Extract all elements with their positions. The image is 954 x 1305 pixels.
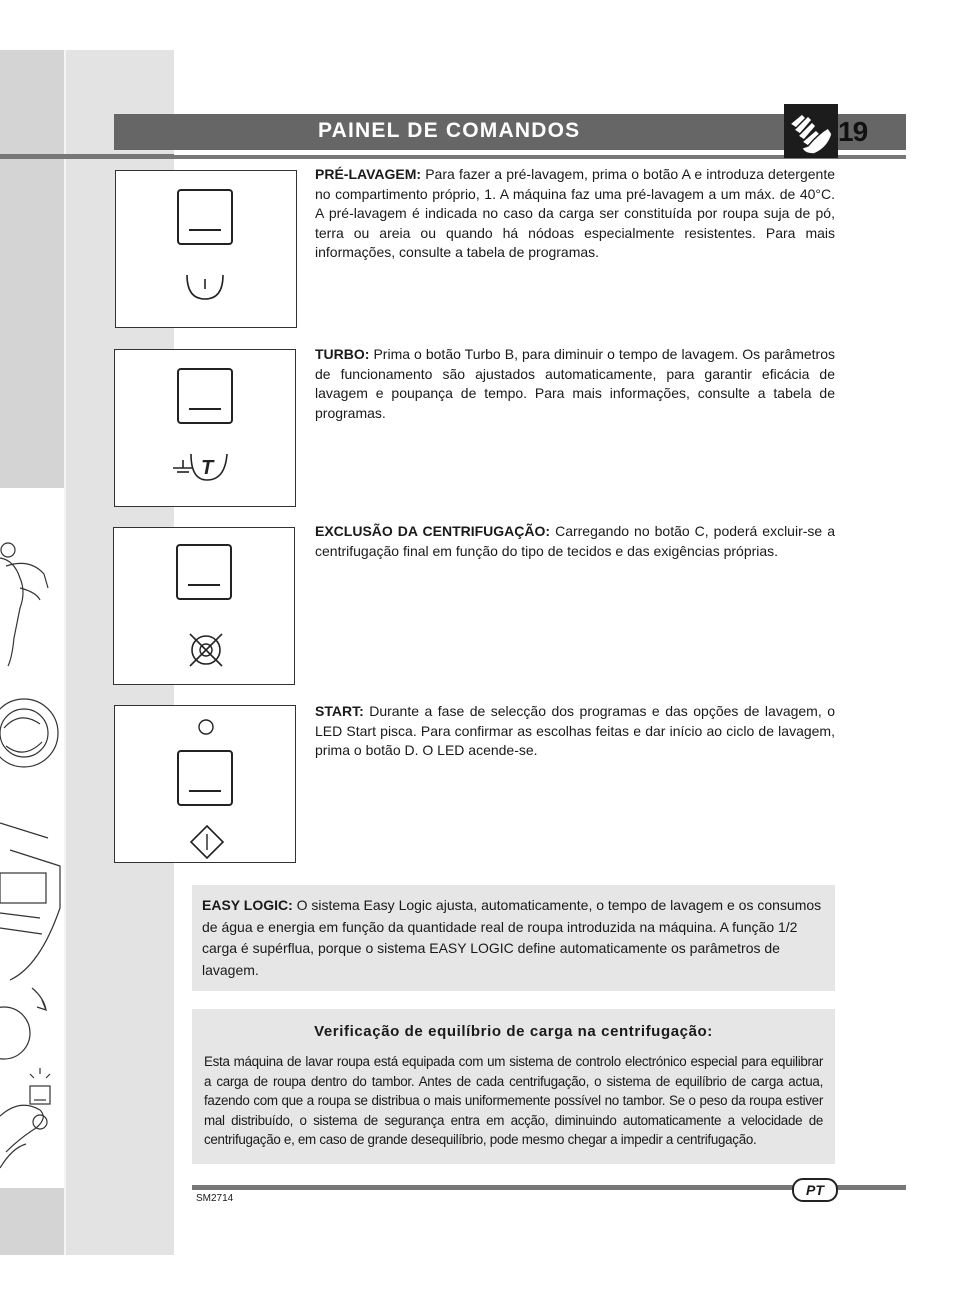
start-description bbox=[315, 702, 835, 761]
load-balance-text: Esta máquina de lavar roupa está equipada com um sistema de controlo electrónico especial para equilibrar a carga de roupa dentro do tambor. Antes de cada centrifugação, o sistema de equilíbrio de carga actua, fazendo com que a roupa se distribua o mais uniformemente possível no tambor. Se o peso da roupa estiver mal distribuído, o sistema de segurança entra em acção, diminuindo automaticamente a velocidade de centrifugação e, em caso de grande desequilíbrio, pode mesmo chegar a impedir a centrifugação. bbox=[204, 1054, 823, 1148]
no-spin-text: Carregando no botão C, poderá excluir-se a centrifugação final em função do tipo de tecidos e das exigências próprias. bbox=[315, 523, 835, 559]
page-title: PAINEL DE COMANDOS bbox=[318, 119, 581, 142]
start-label: START: bbox=[315, 703, 364, 719]
start-text: Durante a fase de selecção dos programas e das opções de lavagem, o LED Start pisca. Para confirmar as escolhas feitas e dar início ao ciclo de lavagem, prima o botão D. O LED acende-se. bbox=[315, 703, 835, 758]
prewash-icon bbox=[182, 271, 228, 305]
no-spin-icon bbox=[186, 630, 226, 670]
load-balance-box bbox=[192, 1009, 835, 1164]
easy-logic-label: EASY LOGIC: bbox=[202, 897, 293, 913]
turbo-description bbox=[315, 345, 835, 423]
turbo-button[interactable] bbox=[177, 368, 233, 424]
page-number: 19 bbox=[838, 116, 868, 147]
header-rule bbox=[0, 155, 906, 159]
svg-text:T: T bbox=[201, 457, 214, 479]
side-illustrations bbox=[0, 488, 64, 1188]
no-spin-label: EXCLUSÃO DA CENTRIFUGAÇÃO: bbox=[315, 523, 551, 539]
easy-logic-text: O sistema Easy Logic ajusta, automaticamente, o tempo de lavagem e os consumos de água e energia em função da quantidade real de roupa introduzida na máquina. A função 1/2 carga é supérflua, porque o sistema EASY LOGIC define automaticamente os parâmetros de lavagem. bbox=[202, 897, 822, 978]
start-icon bbox=[187, 824, 227, 860]
language-badge: PT bbox=[792, 1178, 838, 1202]
turbo-label: TURBO: bbox=[315, 346, 370, 362]
turbo-text: Prima o botão Turbo B, para diminuir o tempo de lavagem. Os parâmetros de funcionamento são ajustados automaticamente, para garantir eficácia de lavagem e poupança de tempo. Para mais informações, consulte a tabela de programas. bbox=[315, 346, 835, 421]
hand-icon bbox=[784, 104, 838, 158]
prewash-panel bbox=[115, 170, 297, 328]
prewash-button[interactable] bbox=[177, 189, 233, 245]
no-spin-panel bbox=[113, 527, 295, 685]
start-panel bbox=[114, 705, 296, 863]
no-spin-button[interactable] bbox=[176, 544, 232, 600]
turbo-icon bbox=[171, 450, 233, 484]
easy-logic-box bbox=[192, 885, 835, 991]
turbo-panel bbox=[114, 349, 296, 507]
start-led-icon bbox=[197, 718, 215, 736]
model-code: SM2714 bbox=[196, 1193, 234, 1204]
prewash-text: Para fazer a pré-lavagem, prima o botão A e introduza detergente no compartimento próprio, 1. A máquina faz uma pré-lavagem a um máx. de 40°C. A pré-lavagem é indicada no caso da carga ser constituída por roupa suja de pó, terra ou areia ou quando há nódoas especialmente resistentes. Para mais informações, consulte a tabela de programas. bbox=[315, 166, 835, 260]
prewash-description bbox=[315, 165, 835, 263]
no-spin-description bbox=[315, 522, 835, 561]
start-button[interactable] bbox=[177, 750, 233, 806]
load-balance-title: Verificação de equilíbrio de carga na centrifugação: bbox=[314, 1023, 713, 1040]
prewash-label: PRÉ-LAVAGEM: bbox=[315, 166, 422, 182]
